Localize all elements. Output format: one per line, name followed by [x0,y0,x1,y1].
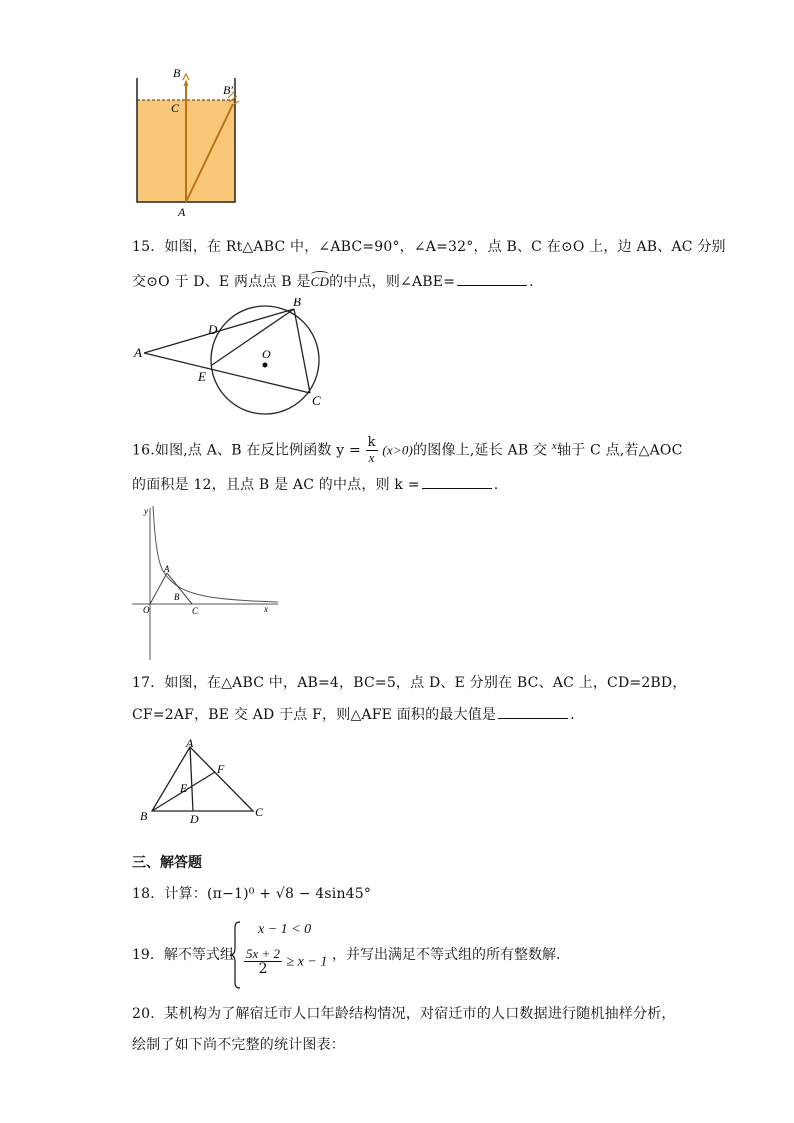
question-16-text-b: 的图像上,延长 AB 交 [413,442,548,459]
question-16-line-2: 的面积是 12，且点 B 是 AC 的中点，则 k = . [132,477,499,493]
figure-inverse-function-graph [130,500,290,660]
fraction-k-over-x: $\frac{k}{x}$ [367,435,376,465]
question-18-label: 18．计算： [132,886,208,902]
question-20-line-1: 20．某机构为了解宿迁市人口年龄结构情况，对宿迁市的人口数据进行随机抽样分析， [132,1006,676,1022]
label-b: B [173,66,181,80]
question-15-text-b: 的中点，则∠ABE= [329,274,456,290]
label-b-prime: B′ [223,83,233,97]
question-16-text-a: 16.如图,点 A、B 在反比例函数 y = [132,442,361,459]
question-19-label: 19．解不等式组 [132,947,234,963]
label-b: B [140,809,148,823]
label-a: A [164,564,170,574]
question-17-line-1: 17．如图，在△ABC 中，AB=4，BC=5，点 D、E 分别在 BC、AC 上，CD=2BD， [132,675,687,691]
x-variable: x [551,439,557,452]
figure-triangle-abc [135,735,275,830]
label-d: D [208,322,218,337]
question-18-expression: (π−1)⁰ + √8 − 4sin45° [207,886,372,902]
question-16-line-1 [132,436,682,465]
brace-icon [228,920,242,990]
question-16-text-c: 轴于 C 点,若△AOC [556,442,683,459]
section-heading: 三、解答题 [132,855,202,871]
hyperbola-curve [153,506,278,602]
fraction-inequality: $\frac{5x + 2}{2}$ [246,946,281,977]
label-d: D [190,812,199,826]
question-18 [132,883,371,903]
question-20-line-2: 绘制了如下尚不完整的统计图表： [132,1037,345,1053]
label-c: C [171,101,180,115]
label-x: x [264,604,268,614]
label-y: y [144,506,148,516]
label-o: O [143,605,150,615]
label-e: E [180,781,188,795]
answer-blank-16[interactable] [422,488,492,489]
label-b: B [293,298,301,309]
segment-ad [190,747,193,811]
domain-condition: (x>0) [382,442,414,458]
inequality-2: $\frac{5x + 2}{2}$ ≥ x − 1 [246,946,328,977]
answer-blank-17[interactable] [498,718,568,719]
label-a: A [134,345,142,360]
label-a: A [186,736,194,750]
label-f: F [217,762,225,776]
center-point [263,363,268,368]
arc-cd: CD [311,274,329,290]
question-19-tail: ，并写出满足不等式组的所有整数解． [332,947,570,963]
question-17-line-2: CF=2AF，BE 交 AD 于点 F，则△AFE 面积的最大值是 . [132,707,575,723]
inequality-1: x − 1 < 0 [258,922,312,937]
label-o: O [262,347,271,361]
segment-ab [144,309,294,353]
question-15-text-a: 交⊙O 于 D、E 两点点 B 是 [132,274,311,290]
label-e: E [198,369,206,384]
figure-water-container [125,62,250,220]
question-15-line-1: 15．如图，在 Rt△ABC 中，∠ABC=90°，∠A=32°，点 B、C 在⊙O 上，边 AB、AC 分别 [132,239,726,255]
label-b: B [174,592,180,602]
arc-mark [311,271,329,278]
segment-ac [167,573,192,604]
segment-be [212,309,294,365]
label-c: C [312,393,321,408]
answer-blank-15[interactable] [457,285,527,286]
figure-circle-triangle [130,298,330,418]
segment-oa [150,573,167,604]
question-15-line-2: 交⊙O 于 D、E 两点点 B 是 CD的中点，则∠ABE= . [132,271,534,291]
label-c: C [255,805,264,819]
label-a: A [178,205,186,219]
segment-bc [294,309,310,393]
label-c: C [192,606,199,616]
segment-ac [144,353,310,393]
